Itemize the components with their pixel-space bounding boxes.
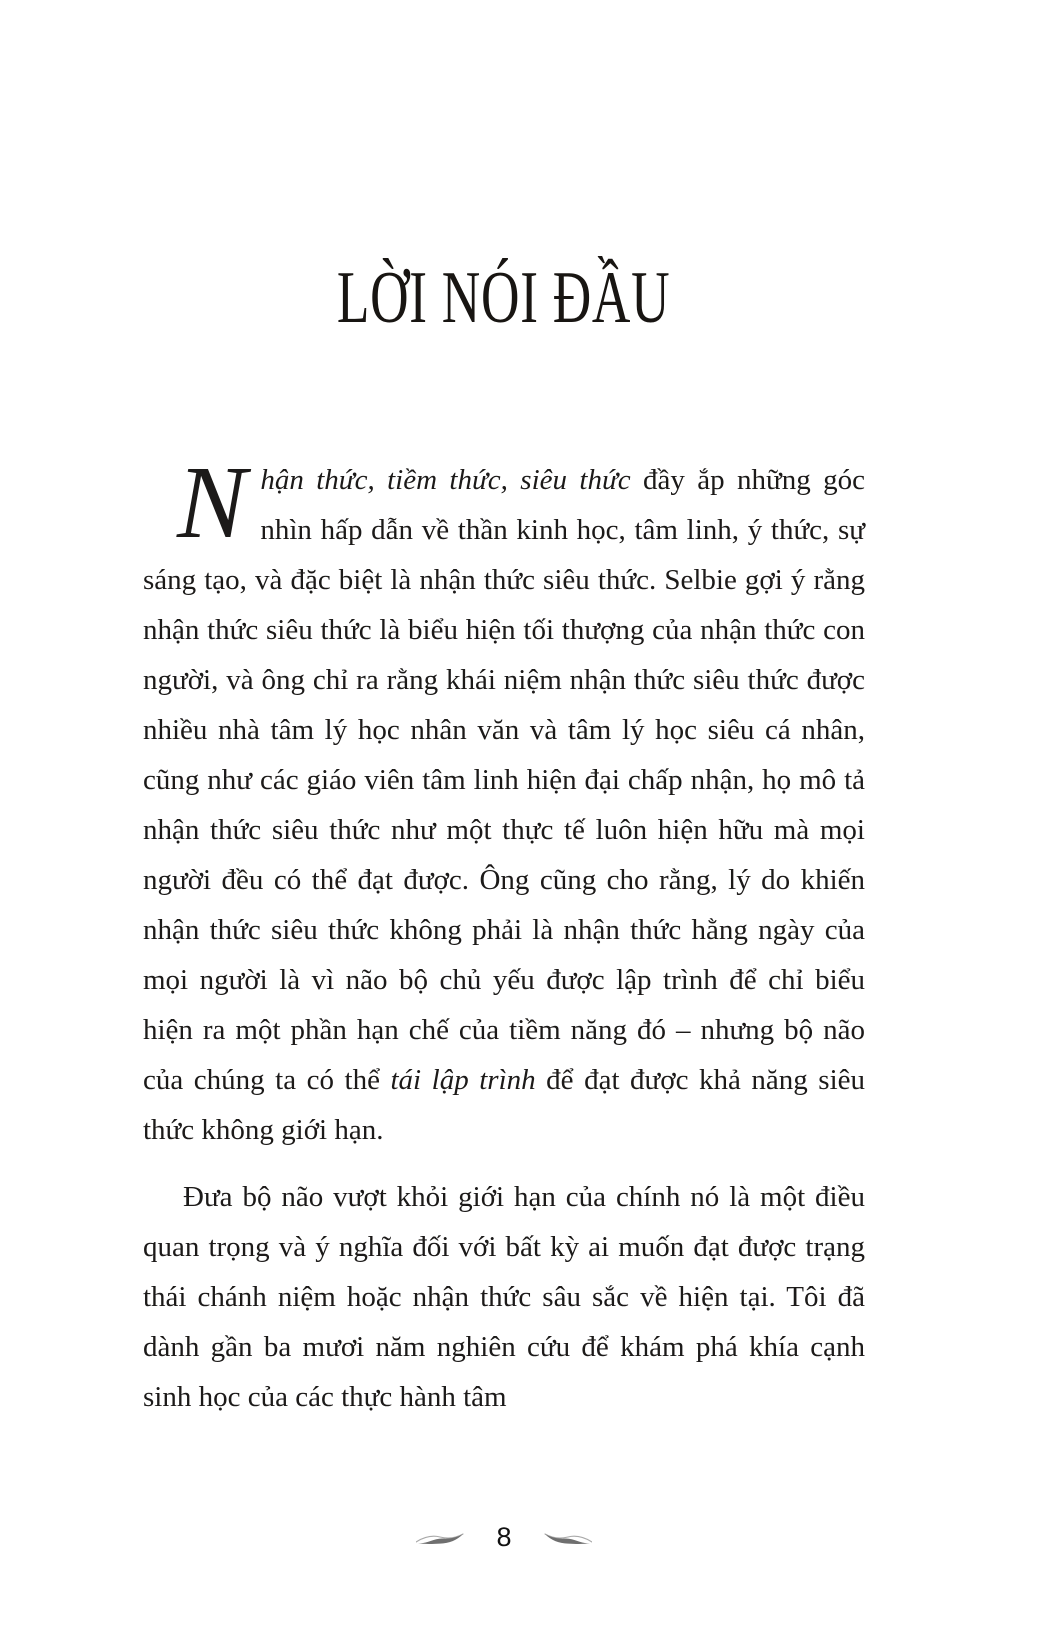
italic-text-run: hận thức, tiềm thức, siêu thức bbox=[260, 464, 631, 496]
italic-text-run: tái lập trình bbox=[390, 1064, 536, 1096]
text-run: đầy ắp những góc nhìn hấp dẫn về thần kinh học, tâm linh, ý thức, sự sáng tạo, và đặc biệt là nhận thức siêu thức. Selbie gợi ý rằng nhận thức siêu thức là biểu hiện tối thượng của nhận thức con người, và ông chỉ ra rằng khái niệm nhận thức siêu thức được nhiều nhà tâm lý học nhân văn và tâm lý học siêu cá nhân, cũng như các giáo viên tâm linh hiện đại chấp nhận, họ mô tả nhận thức siêu thức như một thực tế luôn hiện hữu mà mọi người đều có thể đạt được. Ông cũng cho rằng, lý do khiến nhận thức siêu thức không phải là nhận thức hằng ngày của mọi người là vì não bộ chủ yếu được lập trình để chỉ biểu hiện ra một phần hạn chế của tiềm năng đó – nhưng bộ não của chúng ta có thể bbox=[143, 464, 865, 1096]
wave-flourish-icon bbox=[544, 1531, 592, 1547]
paragraph bbox=[143, 445, 866, 1155]
page-footer bbox=[143, 1524, 865, 1553]
paragraph bbox=[143, 1172, 865, 1422]
text-run: Đưa bộ não vượt khỏi giới hạn của chính nó là một điều quan trọng và ý nghĩa đối với bất kỳ ai muốn đạt được trạng thái chánh niệm hoặc nhận thức sâu sắc về hiện tại. Tôi đã dành gần ba mươi năm nghiên cứu để khám phá khía cạnh sinh học của các thực hành tâm bbox=[143, 1181, 865, 1413]
chapter-title-block bbox=[143, 258, 865, 339]
page-number: 8 bbox=[496, 1522, 512, 1552]
wave-flourish-icon bbox=[416, 1531, 464, 1547]
body-text-block bbox=[143, 445, 866, 1422]
page-title: LỜI NÓI ĐẦU bbox=[337, 257, 671, 339]
drop-cap: N bbox=[177, 445, 247, 560]
text-run: để đạt được khả năng siêu thức không giới hạn. bbox=[143, 1064, 866, 1146]
